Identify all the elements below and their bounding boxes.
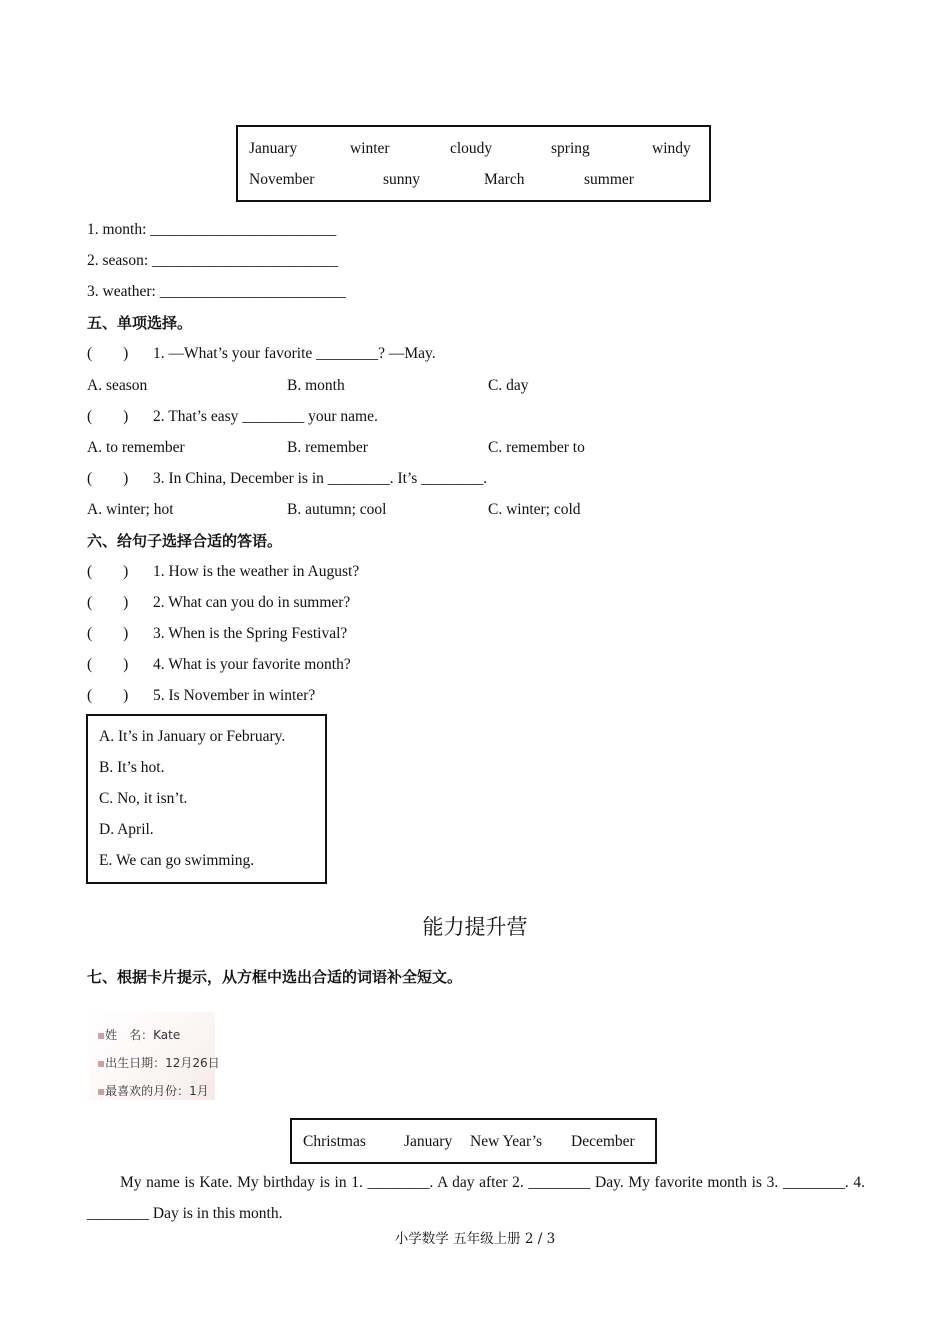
question-text: 2. That’s easy ________ your name. xyxy=(153,408,378,425)
question-text: 2. What can you do in summer? xyxy=(153,594,351,611)
word-box-item: summer xyxy=(584,171,634,188)
option-a: A. winter; hot xyxy=(87,501,174,518)
section7-title: 七、根据卡片提示，从方框中选出合适的词语补全短文。 xyxy=(87,968,463,986)
option-c: C. winter; cold xyxy=(488,501,581,518)
option-a: A. season xyxy=(87,377,148,394)
answer-paren: ( ) xyxy=(87,470,129,487)
answer-paren: ( ) xyxy=(87,687,129,704)
word-box-item: January xyxy=(249,140,298,157)
answer-option: A. It’s in January or February. xyxy=(99,728,286,745)
question-text: 3. In China, December is in ________. It’s ________. xyxy=(153,470,488,487)
option-c: C. remember to xyxy=(488,439,585,456)
page-footer: 小学数学 五年级上册 2 / 3 xyxy=(394,1231,556,1247)
word-box-item: December xyxy=(571,1133,635,1150)
word-box-item: Christmas xyxy=(303,1133,366,1150)
word-box-item: New Year’s xyxy=(470,1133,543,1150)
answer-paren: ( ) xyxy=(87,563,129,580)
question-text: 3. When is the Spring Festival? xyxy=(153,625,348,642)
question-text: 1. How is the weather in August? xyxy=(153,563,360,580)
word-box-item: sunny xyxy=(383,171,421,188)
card-favorite: ▪最喜欢的月份：1月 xyxy=(97,1084,209,1098)
card-name: ▪姓 名：Kate xyxy=(97,1028,181,1042)
word-box-item: November xyxy=(249,171,315,188)
answer-paren: ( ) xyxy=(87,408,129,425)
question-text: 1. —What’s your favorite ________? —May. xyxy=(153,345,436,362)
word-box-item: windy xyxy=(652,140,691,157)
categorize-weather: 3. weather: ________________________ xyxy=(87,283,346,300)
option-b: B. month xyxy=(287,377,345,394)
answer-option: B. It’s hot. xyxy=(99,759,165,776)
option-a: A. to remember xyxy=(87,439,185,456)
section6-title: 六、给句子选择合适的答语。 xyxy=(87,532,283,550)
section-heading: 能力提升营 xyxy=(422,915,528,939)
word-box-item: winter xyxy=(350,140,390,157)
answer-paren: ( ) xyxy=(87,345,129,362)
passage: My name is Kate. My birthday is in 1. ________. A day after 2. ________ Day. My favorite month is 3. ________. 4. ________ Day is in this month. xyxy=(87,1174,865,1222)
word-box-item: cloudy xyxy=(450,140,493,157)
option-b: B. autumn; cool xyxy=(287,501,387,518)
option-b: B. remember xyxy=(287,439,368,456)
info-card xyxy=(89,1012,220,1100)
answer-option: C. No, it isn’t. xyxy=(99,790,188,807)
section5-title: 五、单项选择。 xyxy=(87,314,193,332)
answer-option: E. We can go swimming. xyxy=(99,852,255,869)
answer-paren: ( ) xyxy=(87,625,129,642)
categorize-season: 2. season: ________________________ xyxy=(87,252,339,269)
question-text: 4. What is your favorite month? xyxy=(153,656,351,673)
answer-option: D. April. xyxy=(99,821,154,838)
question-text: 5. Is November in winter? xyxy=(153,687,316,704)
answer-paren: ( ) xyxy=(87,594,129,611)
option-c: C. day xyxy=(488,377,529,394)
card-birthday: ▪出生日期：12月26日 xyxy=(97,1056,220,1070)
word-box-item: spring xyxy=(551,140,590,157)
answer-paren: ( ) xyxy=(87,656,129,673)
word-box-item: March xyxy=(484,171,525,188)
word-box-1 xyxy=(236,125,711,202)
word-box-item: January xyxy=(404,1133,453,1150)
categorize-month: 1. month: ________________________ xyxy=(87,221,337,238)
